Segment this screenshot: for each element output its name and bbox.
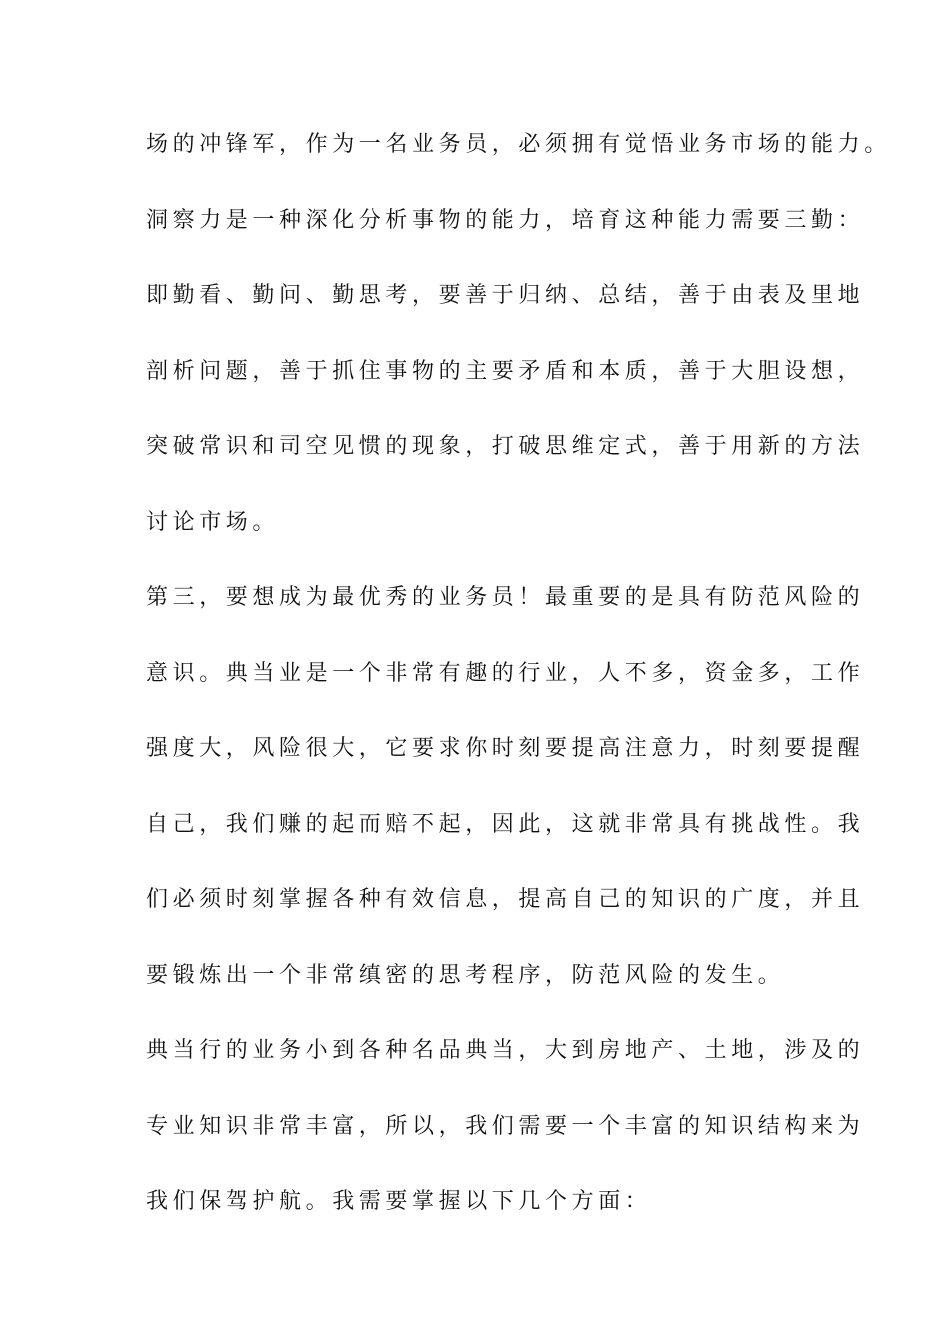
text-line: 们必须时刻掌握各种有效信息，提高自己的知识的广度，并且 <box>146 887 865 912</box>
text-line: 典当行的业务小到各种名品典当，大到房地产、土地，涉及的 <box>146 1038 865 1063</box>
text-line: 第三，要想成为最优秀的业务员！最重要的是具有防范风险的 <box>146 585 865 610</box>
text-line: 意识。典当业是一个非常有趣的行业，人不多，资金多，工作 <box>146 660 865 686</box>
text-line: 突破常识和司空见惯的现象，打破思维定式，善于用新的方法 <box>146 434 865 459</box>
text-line: 强度大，风险很大，它要求你时刻要提高注意力，时刻要提醒 <box>146 736 865 761</box>
text-line: 即勤看、勤问、勤思考，要善于归纳、总结，善于由表及里地 <box>146 283 865 308</box>
text-line: 要锻炼出一个非常缜密的思考程序，防范风险的发生。 <box>146 962 785 988</box>
text-line: 洞察力是一种深化分析事物的能力，培育这种能力需要三勤： <box>146 207 865 233</box>
text-line: 讨论市场。 <box>146 509 280 535</box>
text-line: 专业知识非常丰富，所以，我们需要一个丰富的知识结构来为 <box>146 1113 865 1139</box>
text-line: 我们保驾护航。我需要掌握以下几个方面： <box>146 1189 652 1214</box>
text-line: 场的冲锋军，作为一名业务员，必须拥有觉悟业务市场的能力。 <box>146 132 891 157</box>
document-body <box>146 130 891 1263</box>
text-line: 剖析问题，善于抓住事物的主要矛盾和本质，善于大胆设想， <box>146 358 865 384</box>
text-line: 自己，我们赚的起而赔不起，因此，这就非常具有挑战性。我 <box>146 811 865 837</box>
